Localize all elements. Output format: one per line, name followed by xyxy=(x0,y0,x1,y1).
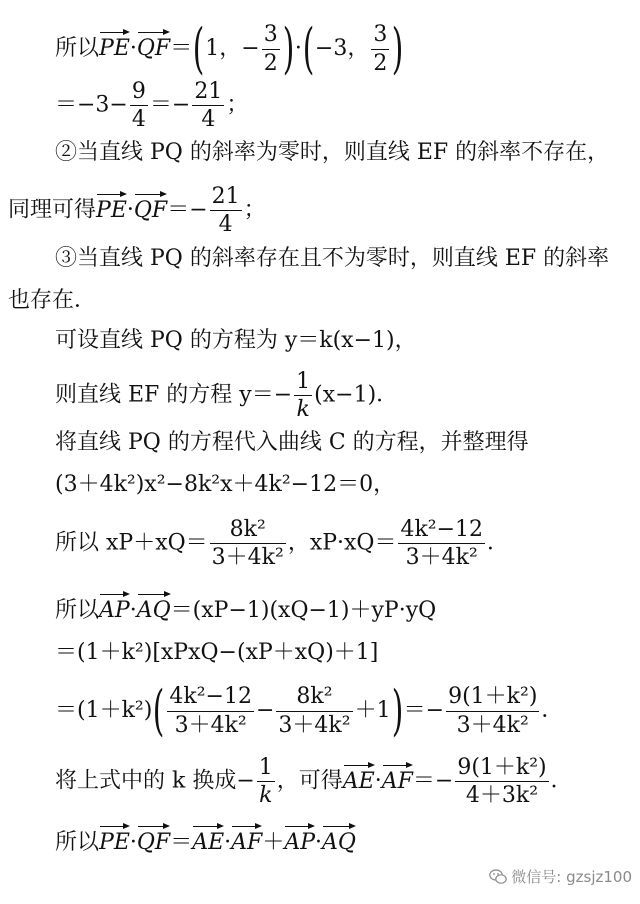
vector-af: AF xyxy=(231,830,263,855)
vector-aq: AQ xyxy=(136,598,171,623)
vector-qf: QF xyxy=(136,830,171,855)
text: ＋1 xyxy=(354,698,391,723)
text-line-7: 可设直线 PQ 的方程为 y＝k(x−1)， xyxy=(55,328,417,353)
num: 8k² xyxy=(210,518,286,544)
text: ． xyxy=(487,530,510,556)
text-line-10: (3＋4k²)x²−8k²x＋4k²−12＝0， xyxy=(55,472,396,497)
vector-qf: QF xyxy=(136,36,171,61)
num: 21 xyxy=(210,185,242,211)
eq-line-11 xyxy=(55,518,509,569)
paren: ) xyxy=(392,17,404,80)
vector-af: AF xyxy=(381,768,413,794)
fraction xyxy=(130,80,148,131)
text: ，xP·xQ＝ xyxy=(287,530,397,556)
text: 1，− xyxy=(205,36,260,61)
den: 3＋4k² xyxy=(456,712,529,738)
num: 8k² xyxy=(276,685,352,711)
eq-line-14 xyxy=(55,679,564,742)
paren: ( xyxy=(153,679,165,742)
text: 同理可得 xyxy=(8,197,97,223)
num: 9(1＋k²) xyxy=(446,685,539,711)
text: ＝(xP−1)(xQ−1)＋yP·yQ xyxy=(170,598,437,623)
num: 4k²−12 xyxy=(398,518,485,544)
den: 2 xyxy=(263,50,278,76)
text: ＋ xyxy=(262,830,285,855)
vector-aq: AQ xyxy=(322,830,356,855)
fraction xyxy=(276,685,352,736)
text: ＝−3− xyxy=(55,92,128,118)
num: 3 xyxy=(371,23,389,49)
fraction xyxy=(192,80,224,131)
text: ． xyxy=(550,768,573,794)
fraction xyxy=(210,185,242,236)
text: 将上式中的 k 换成− xyxy=(55,768,255,794)
fraction xyxy=(455,756,548,807)
text: 则直线 EF 的方程 y＝− xyxy=(55,382,293,408)
text: ＝(1＋k²) xyxy=(55,698,153,723)
eq-line-2 xyxy=(55,80,248,131)
text: 所以 xyxy=(55,36,100,61)
text: 所以 xyxy=(55,830,100,855)
fraction xyxy=(210,518,286,569)
den: k xyxy=(259,783,273,809)
text-line-6: 也存在． xyxy=(8,288,97,313)
vector-ae: AE xyxy=(342,768,375,794)
eq-line-12: 所以AP·AQ＝(xP−1)(xQ−1)＋yP·yQ xyxy=(55,598,437,623)
text: ＝ xyxy=(170,830,193,855)
vector-ap: AP xyxy=(99,598,130,623)
vector-ap: AP xyxy=(284,830,316,855)
num: 3 xyxy=(262,23,280,49)
eq-line-16: 所以PE·QF＝AE·AF＋AP·AQ xyxy=(55,830,356,855)
vector-pe: PE xyxy=(99,830,130,855)
text-line-5: ③当直线 PQ 的斜率存在且不为零时，则直线 EF 的斜率 xyxy=(55,246,610,271)
text: ＝ xyxy=(170,36,193,61)
num: 9(1＋k²) xyxy=(455,756,548,782)
vector-pe: PE xyxy=(99,36,130,61)
eq-line-13: ＝(1＋k²)[xPxQ−(xP＋xQ)＋1] xyxy=(55,640,379,665)
den: 4 xyxy=(201,107,216,133)
fraction xyxy=(398,518,485,569)
den: 3＋4k² xyxy=(278,712,351,738)
paren: ( xyxy=(192,17,205,80)
text: ； xyxy=(226,92,249,118)
text: − xyxy=(255,698,275,723)
vector-ae: AE xyxy=(192,830,225,855)
num: 9 xyxy=(130,80,148,106)
num: 4k²−12 xyxy=(167,685,254,711)
text: ． xyxy=(541,698,564,723)
den: 4 xyxy=(131,107,146,133)
den: 4 xyxy=(218,212,233,238)
text: ； xyxy=(243,197,266,223)
eq-line-1: 所以PE·QF＝(1，− $\frac{3}{2}$ )·(−3， $\frac{3}{2}$ ) xyxy=(55,17,404,80)
fraction xyxy=(446,685,539,736)
paren: ) xyxy=(282,17,295,80)
text: ＝− xyxy=(149,92,191,118)
wechat-icon xyxy=(489,869,507,885)
text-line-9: 将直线 PQ 的方程代入曲线 C 的方程，并整理得 xyxy=(55,430,529,455)
paren: ( xyxy=(302,17,315,80)
watermark-text: 微信号: gzsjz100 xyxy=(511,868,632,886)
den: 3＋4k² xyxy=(405,545,478,571)
paren: ) xyxy=(391,679,403,742)
eq-line-15: 将上式中的 k 换成− $\frac{1}{k}$ ，可得AE·AF＝− $\frac{\text{9(1＋k²)}}{\text{4＋3k²}}$ ． xyxy=(55,755,573,809)
den: 2 xyxy=(373,50,388,76)
fraction xyxy=(294,370,312,421)
den: 3＋4k² xyxy=(211,545,284,571)
text: 所以 xP＋xQ＝ xyxy=(55,530,208,556)
vector-pe: PE xyxy=(96,197,127,223)
den: 4＋3k² xyxy=(465,783,539,809)
vector-qf: QF xyxy=(133,197,168,223)
fraction xyxy=(262,23,280,74)
eq-line-8 xyxy=(55,370,398,421)
den: k xyxy=(296,397,310,423)
text-line-3: ②当直线 PQ 的斜率为零时，则直线 EF 的斜率不存在， xyxy=(55,140,610,165)
text: ，可得 xyxy=(276,768,343,794)
fraction xyxy=(257,756,275,807)
text: ＝− xyxy=(412,768,454,794)
text: (x−1)． xyxy=(314,382,399,408)
text: ＝− xyxy=(167,197,208,223)
num: 1 xyxy=(294,370,312,396)
den: 3＋4k² xyxy=(174,712,247,738)
num: 21 xyxy=(192,80,224,106)
eq-line-4: 同理可得PE·QF＝− $\frac{21}{4}$ ； xyxy=(8,184,266,238)
fraction xyxy=(371,23,389,74)
text: −3， xyxy=(314,36,370,61)
text: 所以 xyxy=(55,598,100,623)
text: ＝− xyxy=(403,698,445,723)
num: 1 xyxy=(257,756,275,782)
watermark xyxy=(489,866,632,887)
fraction xyxy=(167,685,254,736)
